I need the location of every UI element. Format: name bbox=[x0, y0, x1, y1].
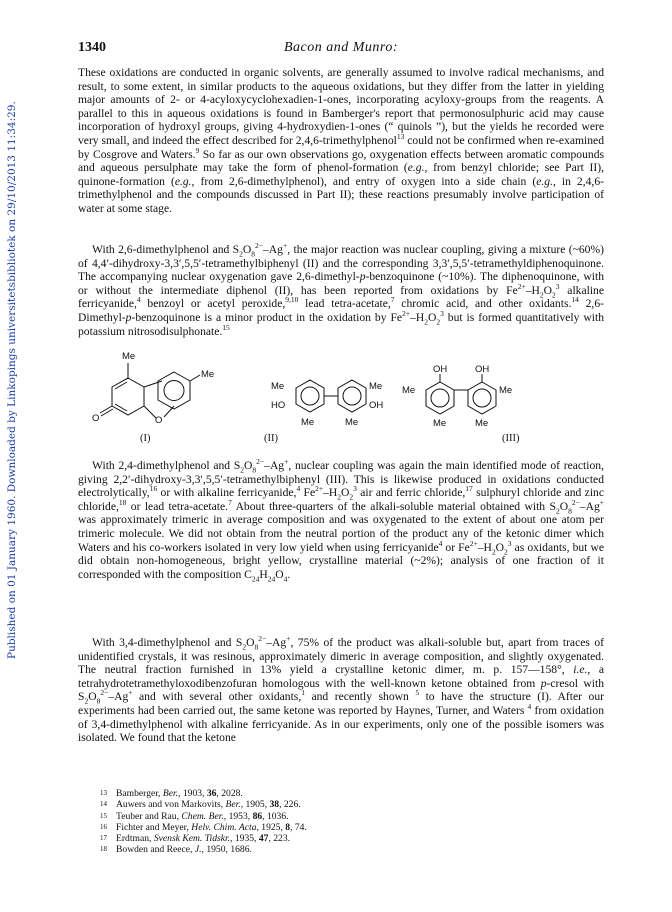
benzene-ring bbox=[338, 380, 366, 412]
benzene-ring bbox=[426, 382, 454, 414]
subscript: 2 bbox=[555, 506, 560, 516]
subscript: 2 bbox=[539, 290, 544, 300]
subscript: 2 bbox=[491, 546, 496, 556]
superscript: 2+ bbox=[315, 484, 324, 494]
text-run: or Fe bbox=[442, 540, 470, 554]
footnote-year: , 1903, bbox=[178, 788, 207, 799]
subscript: 2 bbox=[436, 317, 441, 327]
footnote-number: 15 bbox=[100, 811, 107, 820]
footnote bbox=[100, 833, 580, 844]
text-run: from oxidation of 3,4-dimethylphenol with alkaline ferricyanide. As in our experiments, only one of the possible isomers was isolated. We found that the ketone bbox=[78, 703, 604, 745]
subscript: 8 bbox=[568, 506, 572, 516]
text-run: –Ag bbox=[263, 243, 283, 256]
double-bond bbox=[115, 404, 127, 411]
citation: 4 bbox=[136, 295, 141, 305]
footnote-year: , 1953, bbox=[223, 810, 253, 822]
subscript: 2 bbox=[552, 290, 556, 300]
chemical-structures-figure bbox=[78, 348, 604, 448]
atom-label: Me bbox=[369, 381, 383, 392]
citation: 3 bbox=[555, 281, 560, 291]
superscript: 2− bbox=[100, 688, 109, 698]
subscript: 4 bbox=[283, 574, 288, 584]
text-run: O bbox=[246, 636, 255, 649]
subscript: 2 bbox=[240, 465, 245, 475]
footnote-volume: 8 bbox=[285, 821, 291, 833]
citation: 9 bbox=[195, 145, 200, 155]
footnote-journal: Ber. bbox=[225, 799, 241, 811]
emphasis: p bbox=[540, 676, 547, 690]
superscript: 2− bbox=[255, 241, 263, 251]
superscript: 2− bbox=[258, 634, 267, 644]
text-run: 2,6-Dimethyl- bbox=[78, 297, 604, 324]
text-run: O bbox=[559, 499, 569, 513]
text-run: could not be confirmed when re-examined by Cosgrove and Waters. bbox=[78, 133, 604, 161]
text-run: chromic acid, and other oxidants. bbox=[394, 297, 572, 311]
footnote-volume: 36 bbox=[206, 788, 217, 799]
structure-III bbox=[426, 374, 496, 414]
text-run: –Ag bbox=[266, 636, 287, 649]
footnote-authors: Teuber and Rau, bbox=[116, 810, 182, 822]
text-run: to have the structure (I). After our experiments had been carried out, the same ketone was reported by Haynes, Turner, and Waters bbox=[78, 690, 604, 717]
subscript: 2 bbox=[349, 492, 354, 502]
text-run: So far as our own observations go, oxygenation effects between aromatic compounds and aqueous persulphate may take the form of phenol-formation ( bbox=[78, 147, 604, 175]
text-run: or with alkaline ferricyanide, bbox=[157, 486, 297, 500]
text-run: With 2,4-dimethylphenol and S bbox=[92, 459, 241, 472]
text-run: , nuclear coupling was again the main identified mode of reaction, giving 2,2′-dihydroxy-3,3′,5,5′-tetramethylbiphenyl (III). This is likewise produced in oxidations conducted electrolytically, bbox=[78, 459, 604, 500]
text-run: With 3,4-dimethylphenol and S bbox=[92, 636, 243, 649]
footnote-year: , 1925, bbox=[256, 821, 286, 833]
text-run: –Ag bbox=[579, 499, 600, 513]
paragraph-2 bbox=[78, 243, 604, 338]
footnote-page: , 2028. bbox=[216, 788, 243, 799]
footnote-authors: Bowden and Reece, bbox=[116, 844, 195, 856]
footnote-volume: 86 bbox=[252, 810, 263, 822]
footnote-number: 16 bbox=[100, 822, 107, 831]
subscript: 2 bbox=[242, 642, 247, 652]
structures-drawing bbox=[78, 348, 604, 448]
footnote-page: , 1036. bbox=[262, 810, 289, 822]
aromatic-circle bbox=[301, 387, 319, 405]
text-run: H bbox=[259, 567, 268, 581]
structure-II bbox=[296, 380, 366, 412]
footnote bbox=[100, 811, 580, 822]
superscript: + bbox=[286, 634, 291, 644]
running-head: Bacon and Munro: bbox=[283, 40, 399, 55]
atom-label: Me bbox=[301, 417, 315, 428]
text-run: alkaline ferricyanide, bbox=[78, 283, 604, 311]
superscript: 2+ bbox=[402, 309, 411, 319]
footnote bbox=[100, 788, 580, 799]
text-run: –H bbox=[477, 540, 492, 554]
text-run: , 75% of the product was alkali-soluble but, apart from traces of unidentified crystals, it was resinous, approximately dimeric in average composition, and slightly oxygenated. The neutral fraction furnished in 13% yield a crystalline ketonic dimer, m. p. 157—158°, bbox=[78, 636, 604, 677]
superscript: 2+ bbox=[517, 281, 526, 291]
structure-label-III: (III) bbox=[502, 433, 520, 444]
paragraph-1 bbox=[78, 66, 604, 216]
text-run: -benzoquinone is a minor product in the oxidation by Fe bbox=[131, 310, 403, 324]
footnote bbox=[100, 844, 580, 855]
text-run: O bbox=[427, 310, 437, 324]
footnote-volume: 47 bbox=[258, 833, 269, 845]
atom-label: O bbox=[155, 415, 163, 426]
text-run: With 2,6-dimethylphenol and S bbox=[92, 243, 240, 256]
aromatic-circle bbox=[431, 389, 449, 407]
citation: 3 bbox=[353, 484, 357, 494]
footnote bbox=[100, 799, 580, 810]
text-run: . bbox=[287, 567, 291, 581]
carbonyl-bond bbox=[100, 406, 112, 413]
footnote-journal: Svensk Kem. Tidskr. bbox=[153, 833, 231, 845]
text-run: and with several other oxidants, bbox=[132, 690, 302, 704]
superscript: + bbox=[128, 688, 133, 698]
superscript: + bbox=[282, 241, 288, 251]
emphasis: p bbox=[125, 310, 132, 324]
emphasis: e.g., bbox=[407, 161, 428, 175]
footnote-page: , 223. bbox=[268, 833, 291, 845]
footnote-journal: Ber. bbox=[162, 788, 179, 799]
footnote-authors: Bamberger, bbox=[116, 788, 163, 799]
citation: 4 bbox=[296, 484, 301, 494]
aromatic-circle bbox=[164, 381, 184, 401]
atom-label: Me bbox=[499, 385, 513, 396]
footnote-authors: Erdtman, bbox=[116, 833, 154, 845]
footnote-journal: Chem. Ber. bbox=[181, 810, 224, 822]
citation: 4 bbox=[438, 538, 443, 548]
footnote-year: , 1935, bbox=[230, 833, 259, 845]
footnote-journal: Helv. Chim. Acta bbox=[191, 821, 257, 833]
atom-label: Me bbox=[122, 351, 136, 362]
structure-I bbox=[100, 363, 200, 418]
citation: 3 bbox=[507, 538, 512, 548]
footnote-volume: 38 bbox=[269, 799, 280, 811]
footnote-authors: Fichter and Meyer, bbox=[116, 821, 192, 833]
text-run: –H bbox=[323, 486, 338, 500]
citation: 3 bbox=[440, 309, 444, 319]
benzene-ring bbox=[296, 380, 324, 412]
paragraph-3 bbox=[78, 457, 604, 584]
atom-label: Me bbox=[402, 385, 416, 396]
text-run: O bbox=[275, 567, 284, 581]
text-run: , the major reaction was nuclear coupling, giving a mixture (~60%) of 4,4′-dihydroxy-3,3′,5,5′-tetramethylbiphenyl (II) and the corresponding 3,3′,5,5′-tetramethyldiphenoquinone. The accompanying nuclear oxygenation gave 2,6-dimethyl- bbox=[78, 243, 604, 284]
superscript: + bbox=[284, 457, 289, 467]
atom-label: O bbox=[92, 413, 100, 424]
subscript: 8 bbox=[251, 249, 256, 259]
subscript: 2 bbox=[337, 492, 342, 502]
text-run: from benzyl chloride; see Part II), quinone-formation ( bbox=[78, 161, 604, 188]
footnotes bbox=[100, 788, 580, 856]
citation: 17 bbox=[465, 484, 473, 494]
atom-label: Me bbox=[475, 418, 489, 429]
footnote-number: 18 bbox=[100, 845, 107, 854]
atom-label: Me bbox=[271, 381, 285, 392]
footnote bbox=[100, 822, 580, 833]
paragraph-4 bbox=[78, 636, 604, 745]
footnote-page: , 226. bbox=[279, 799, 301, 811]
double-bond bbox=[115, 382, 127, 389]
footnote-number: 14 bbox=[100, 800, 107, 809]
aromatic-circle bbox=[343, 387, 361, 405]
text-run: -cresol with S bbox=[78, 676, 604, 704]
carbonyl-bond bbox=[101, 409, 113, 416]
text-run: O bbox=[244, 459, 253, 472]
citation: 7 bbox=[228, 497, 232, 507]
text-run: -benzoquinone (~10%). The diphenoquinone, with or without the intermediate diphenol (II), has been reported from oxidations by Fe bbox=[78, 270, 604, 297]
text-run: These oxidations are conducted in organic solvents, are generally assumed to involve radical mechanisms, and result, to some extent, in similar products to the aqueous oxidations, but they differ from the latter in yielding major amounts of 2- or 4-acyloxycyclohexadien-1-ones, incorporating acyloxy-groups from the reagents. A parallel to this in aqueous oxidations is found in Bamberger's report that permonosulphuric acid may cause incorporation of hydroxyl groups, giving 4-hydroxydien-1-ones (“ quinols ”), but the yields he recorded were very small, and indeed the effect described for 2,4,6-trimethylphenol bbox=[78, 66, 604, 147]
atom-label: OH bbox=[433, 364, 448, 375]
text-run: benzoyl or acetyl peroxide, bbox=[140, 297, 286, 311]
text-run: About three-quarters of the alkali-soluble material obtained with S bbox=[231, 499, 556, 513]
footnote-number: 17 bbox=[100, 834, 107, 843]
text-run: –Ag bbox=[108, 690, 129, 704]
structure-label-II: (II) bbox=[264, 433, 278, 444]
footnote-journal: J. bbox=[194, 844, 202, 856]
text-run: but is formed quantitatively with potassium nitrosodisulphonate. bbox=[78, 310, 604, 338]
citation: 15 bbox=[222, 322, 230, 332]
benzene-ring bbox=[468, 382, 496, 414]
text-run: O bbox=[341, 486, 350, 500]
emphasis: e.g., bbox=[536, 174, 556, 188]
atom-label: Me bbox=[433, 418, 447, 429]
superscript: 2+ bbox=[469, 538, 478, 548]
text-run: was approximately trimeric in average composition and was oxygenated to the extent of about one atom per trimeric molecule. We did not obtain from the neutral portion of the product any of the ketonic dimer which Waters and his co-workers isolated in very low yield when using ferricyanide bbox=[78, 513, 604, 554]
citation: 14 bbox=[571, 295, 579, 305]
subscript: 8 bbox=[96, 696, 101, 706]
text-run: and recently shown bbox=[304, 690, 416, 704]
text-run: O bbox=[88, 690, 97, 704]
citation: 13 bbox=[396, 132, 405, 142]
subscript: 2 bbox=[239, 249, 243, 259]
footnote-page: , 74. bbox=[290, 821, 307, 833]
footnote-authors: Auwers and von Markovits, bbox=[116, 799, 226, 811]
ring-bond bbox=[144, 381, 162, 387]
atom-label: OH bbox=[475, 364, 490, 375]
atom-label: HO bbox=[271, 400, 286, 411]
subscript: 24 bbox=[251, 574, 260, 584]
text-run: as oxidants, but we did obtain non-homogeneous, bright yellow, crystalline material (~2%); analysis of one fraction of it corresponded with the composition C bbox=[78, 540, 604, 581]
emphasis: p bbox=[359, 270, 366, 284]
text-run: –H bbox=[410, 310, 425, 324]
emphasis: e.g., bbox=[174, 174, 195, 188]
text-run: O bbox=[242, 243, 252, 256]
text-run: in 2,4,6-trimethylphenol and the compounds discussed in Part II); these reactions presumably involve participation of water at some stage. bbox=[78, 174, 604, 215]
text-run: O bbox=[543, 283, 552, 297]
aromatic-circle bbox=[473, 389, 491, 407]
page-number: 1340 bbox=[78, 40, 106, 55]
subscript: 8 bbox=[252, 465, 257, 475]
ring bbox=[112, 378, 144, 415]
superscript: + bbox=[599, 497, 604, 507]
subscript: 2 bbox=[84, 696, 89, 706]
atom-label: OH bbox=[369, 400, 384, 411]
download-notice: Published on 01 January 1960. Downloaded by Linkopings universitetsbibliotek on 29/10/2013 11:34:29. bbox=[6, 101, 18, 659]
atom-label: Me bbox=[345, 417, 359, 428]
subscript: 2 bbox=[504, 546, 508, 556]
text-run: air and ferric chloride, bbox=[356, 486, 466, 500]
text-run: , a tetrahydrotetramethyloxodibenzofuran homologous with the well-known ketone obtained from bbox=[78, 663, 605, 690]
footnote-year: , 1905, bbox=[240, 799, 270, 811]
text-run: –Ag bbox=[264, 459, 285, 472]
benzene-ring bbox=[158, 372, 190, 409]
subscript: 24 bbox=[267, 574, 276, 584]
superscript: 2− bbox=[571, 497, 580, 507]
footnote-year: , 1950, bbox=[201, 844, 231, 856]
subscript: 8 bbox=[254, 642, 259, 652]
text-run: –H bbox=[525, 283, 540, 297]
atom-label: Me bbox=[201, 369, 215, 380]
structure-label-I: (I) bbox=[140, 433, 151, 444]
text-run: from 2,6-dimethylphenol), and entry of oxygen into a side chain ( bbox=[194, 174, 537, 188]
superscript: 2− bbox=[256, 457, 265, 467]
citation: 5 bbox=[415, 688, 420, 698]
citation: 9,10 bbox=[285, 295, 299, 305]
text-run: Fe bbox=[300, 486, 316, 500]
citation: 18 bbox=[118, 497, 127, 507]
citation: 7 bbox=[390, 295, 395, 305]
footnote-number: 13 bbox=[100, 789, 107, 797]
text-run: sulphuryl chloride and zinc chloride, bbox=[78, 486, 604, 513]
page-header bbox=[78, 40, 604, 58]
citation: 1 bbox=[301, 688, 305, 698]
footnote-page: 1686. bbox=[230, 844, 252, 856]
text-run: lead tetra-acetate, bbox=[298, 297, 391, 311]
text-run: or lead tetra-acetate. bbox=[126, 499, 229, 513]
subscript: 2 bbox=[424, 317, 428, 327]
text-run: O bbox=[495, 540, 505, 554]
citation: 16 bbox=[149, 484, 158, 494]
emphasis: i.e. bbox=[573, 663, 588, 677]
citation: 4 bbox=[527, 702, 532, 712]
methyl-bond bbox=[190, 375, 200, 381]
